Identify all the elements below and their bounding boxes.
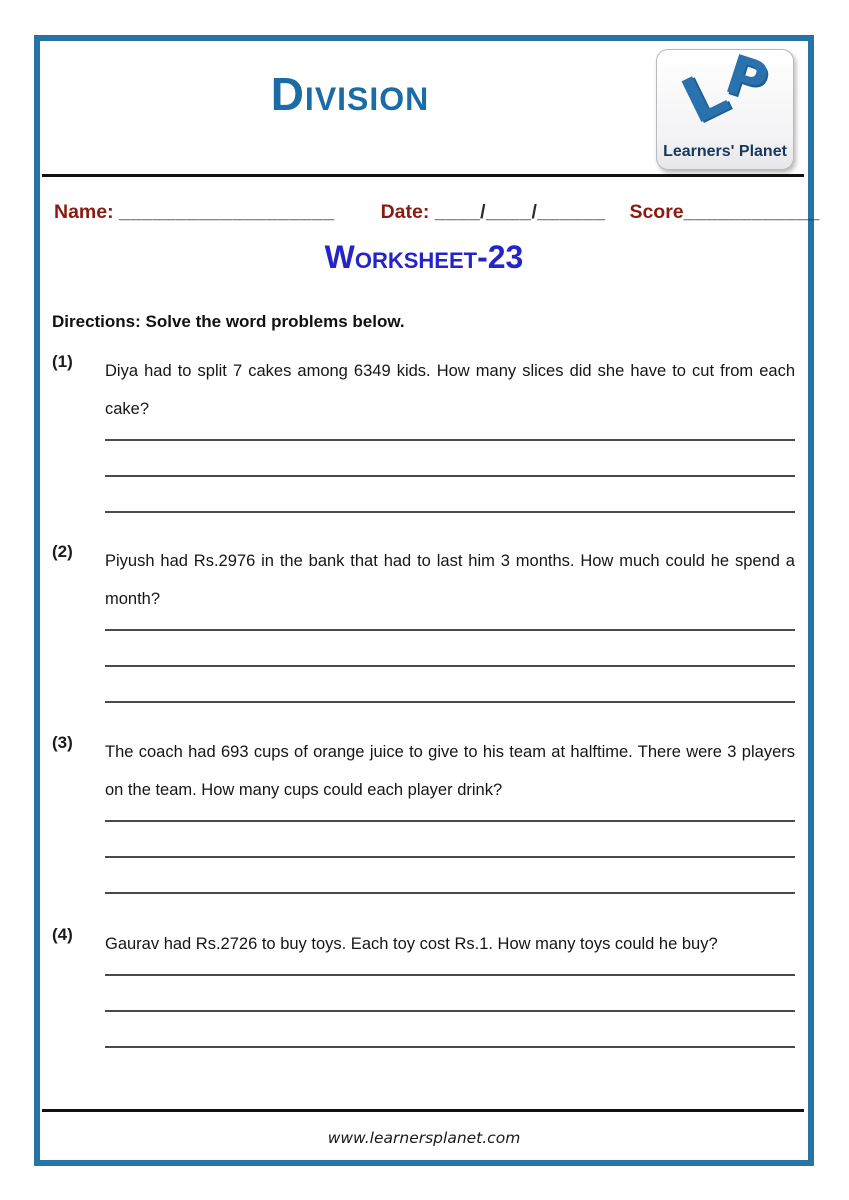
answer-line	[105, 858, 795, 894]
name-label: Name:	[54, 201, 114, 223]
logo-brand-name: Learners' Planet	[663, 143, 787, 160]
answer-line	[105, 822, 795, 858]
problem-3-answer-area	[105, 809, 795, 894]
name-blank: ___________________	[119, 201, 335, 223]
learners-planet-logo	[656, 42, 794, 170]
worksheet-border-frame	[34, 35, 820, 1166]
answer-line	[105, 441, 795, 477]
problem-2	[52, 542, 795, 703]
problem-4-number: (4)	[52, 925, 73, 944]
problem-1-number: (1)	[52, 352, 73, 371]
problem-1-answer-area	[105, 428, 795, 513]
directions-text: Directions: Solve the word problems below.	[52, 312, 405, 331]
answer-line	[105, 618, 795, 631]
problem-4-text: Gaurav had Rs.2726 to buy toys. Each toy cost Rs.1. How many toys could he buy?	[105, 935, 718, 953]
answer-line	[105, 809, 795, 822]
problem-3-text: The coach had 693 cups of orange juice to give to his team at halftime. There were 3 players on the team. How many cups could each player drink?	[105, 743, 795, 799]
problem-2-answer-area	[105, 618, 795, 703]
footer-url: www.learnersplanet.com	[327, 1129, 521, 1147]
problem-1	[52, 352, 795, 513]
date-blank: ____/____/______	[434, 201, 606, 223]
logo-letter-p: P	[718, 42, 776, 115]
score-label: Score	[629, 201, 684, 223]
answer-line	[105, 631, 795, 667]
score-blank: ____________	[683, 201, 820, 223]
name-field	[54, 201, 335, 223]
answer-line	[105, 963, 795, 976]
lp-monogram-icon	[657, 42, 793, 139]
answer-line	[105, 667, 795, 703]
answer-line	[105, 1012, 795, 1048]
score-field	[629, 201, 819, 223]
worksheet-number-title: Worksheet-23	[324, 239, 524, 275]
footer-divider	[42, 1109, 804, 1112]
answer-line	[105, 428, 795, 441]
date-field	[381, 201, 606, 223]
student-info-row	[54, 201, 820, 224]
header-divider	[42, 174, 804, 177]
problem-2-number: (2)	[52, 542, 73, 561]
problem-3	[52, 733, 795, 894]
problem-3-number: (3)	[52, 733, 73, 752]
problem-2-text: Piyush had Rs.2976 in the bank that had to last him 3 months. How much could he spend a month?	[105, 552, 795, 608]
answer-line	[105, 477, 795, 513]
logo-letter-l: L	[670, 55, 739, 139]
problem-1-text: Diya had to split 7 cakes among 6349 kids. How many slices did she have to cut from each cake?	[105, 362, 795, 418]
date-label: Date:	[380, 201, 430, 223]
problem-4	[52, 925, 795, 1048]
problem-4-answer-area	[105, 963, 795, 1048]
page-title: Division	[270, 68, 430, 120]
answer-line	[105, 976, 795, 1012]
